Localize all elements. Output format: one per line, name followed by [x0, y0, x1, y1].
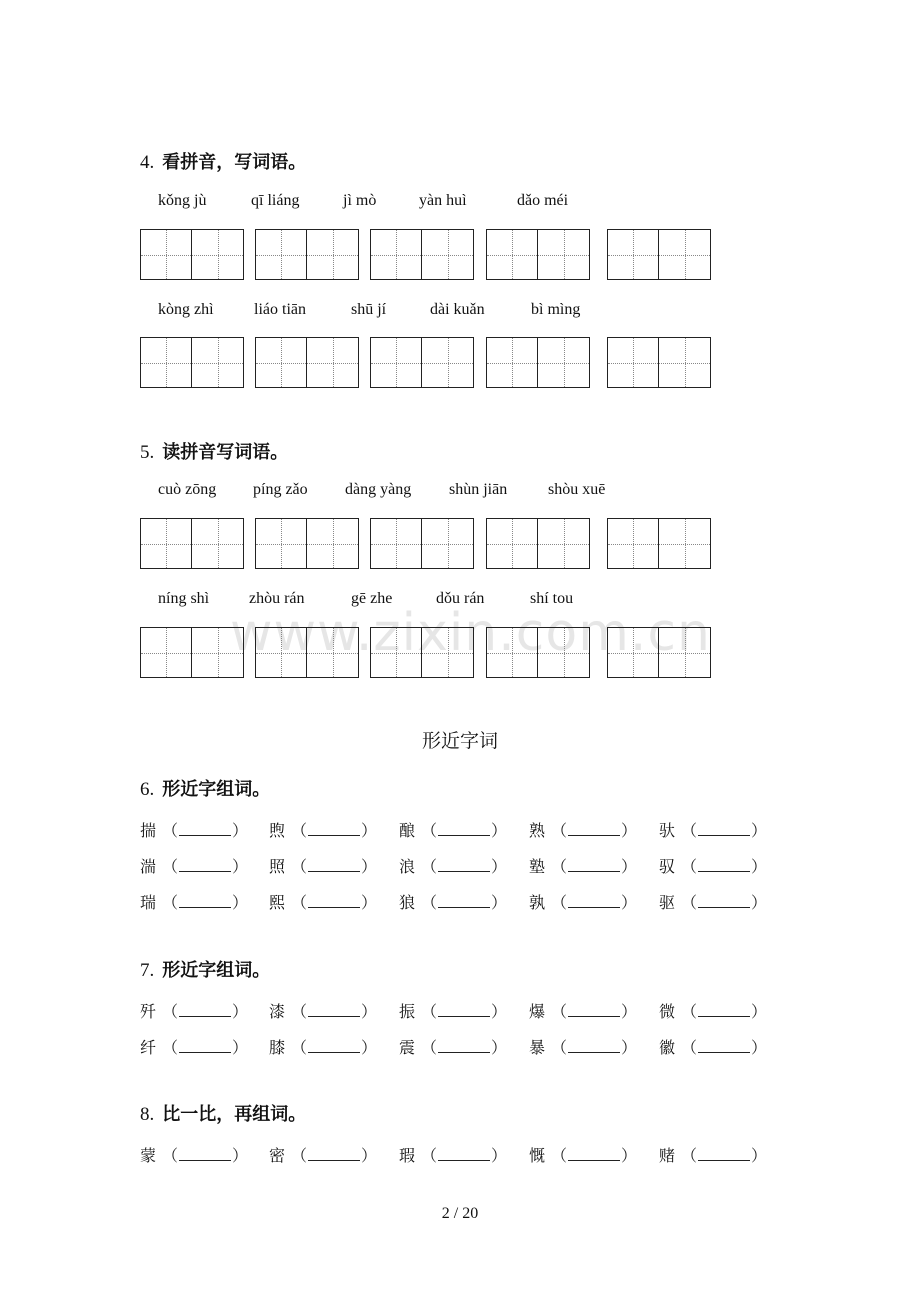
word-group-entry	[269, 1035, 377, 1058]
writing-cell[interactable]	[307, 230, 358, 279]
writing-cell[interactable]	[371, 338, 422, 387]
question-text: 读拼音写词语。	[162, 442, 289, 463]
writing-grid-box[interactable]	[255, 627, 359, 678]
character: 密	[269, 1146, 286, 1165]
close-paren: ）	[232, 1038, 249, 1057]
character: 酿	[399, 821, 416, 840]
writing-cell[interactable]	[538, 519, 589, 568]
close-paren: ）	[232, 1002, 249, 1021]
writing-cell[interactable]	[659, 519, 710, 568]
answer-blank[interactable]	[179, 1040, 231, 1053]
writing-cell[interactable]	[192, 519, 243, 568]
close-paren: ）	[232, 1146, 249, 1165]
writing-grid-box[interactable]	[140, 627, 244, 678]
answer-blank[interactable]	[568, 823, 620, 836]
close-paren: ）	[751, 893, 768, 912]
word-group-entry	[269, 999, 377, 1022]
open-paren: （	[291, 893, 308, 912]
pinyin-label: bì mìng	[531, 301, 581, 318]
character: 驮	[659, 821, 676, 840]
close-paren: ）	[491, 893, 508, 912]
writing-grid-box[interactable]	[140, 518, 244, 569]
writing-cell[interactable]	[371, 519, 422, 568]
writing-cell[interactable]	[422, 628, 473, 677]
question-text: 比一比，再组词。	[162, 1104, 307, 1125]
writing-cell[interactable]	[256, 338, 307, 387]
pinyin-label: jì mò	[343, 192, 377, 209]
open-paren: （	[162, 821, 179, 840]
open-paren: （	[162, 857, 179, 876]
word-group-entry	[269, 1143, 377, 1166]
word-group-entry	[659, 1143, 767, 1166]
close-paren: ）	[361, 1146, 378, 1165]
character: 纤	[140, 1038, 157, 1057]
writing-cell[interactable]	[608, 519, 659, 568]
writing-grid-box[interactable]	[607, 229, 711, 280]
pinyin-label: shùn jiān	[449, 481, 508, 498]
writing-cell[interactable]	[487, 338, 538, 387]
close-paren: ）	[491, 857, 508, 876]
answer-blank[interactable]	[308, 823, 360, 836]
pinyin-label: cuò zōng	[158, 481, 217, 498]
close-paren: ）	[361, 1038, 378, 1057]
character: 赌	[659, 1146, 676, 1165]
answer-blank[interactable]	[308, 859, 360, 872]
open-paren: （	[162, 893, 179, 912]
writing-cell[interactable]	[487, 519, 538, 568]
writing-cell[interactable]	[371, 230, 422, 279]
word-group-entry	[659, 999, 767, 1022]
open-paren: （	[421, 893, 438, 912]
writing-cell[interactable]	[659, 338, 710, 387]
writing-cell[interactable]	[538, 230, 589, 279]
word-group-entry	[399, 999, 507, 1022]
word-group-entry	[529, 1035, 637, 1058]
pinyin-label: dài kuǎn	[430, 301, 485, 318]
answer-blank[interactable]	[308, 1004, 360, 1017]
character: 揣	[140, 821, 157, 840]
open-paren: （	[421, 1038, 438, 1057]
writing-cell[interactable]	[371, 628, 422, 677]
answer-blank[interactable]	[568, 1148, 620, 1161]
word-group-entry	[140, 854, 248, 877]
writing-grid-box[interactable]	[486, 229, 590, 280]
open-paren: （	[162, 1038, 179, 1057]
answer-blank[interactable]	[698, 1040, 750, 1053]
answer-blank[interactable]	[698, 1148, 750, 1161]
writing-cell[interactable]	[307, 519, 358, 568]
open-paren: （	[291, 857, 308, 876]
writing-cell[interactable]	[192, 230, 243, 279]
writing-grid-box[interactable]	[140, 337, 244, 388]
word-group-entry	[659, 890, 767, 913]
question-text: 看拼音，写词语。	[162, 152, 307, 173]
writing-cell[interactable]	[608, 230, 659, 279]
answer-blank[interactable]	[179, 895, 231, 908]
question-5-title	[140, 438, 288, 464]
close-paren: ）	[621, 1038, 638, 1057]
writing-cell[interactable]	[307, 628, 358, 677]
character: 歼	[140, 1002, 157, 1021]
character: 漆	[269, 1002, 286, 1021]
close-paren: ）	[621, 1002, 638, 1021]
answer-blank[interactable]	[308, 895, 360, 908]
word-group-entry	[529, 1143, 637, 1166]
open-paren: （	[421, 821, 438, 840]
answer-blank[interactable]	[438, 1148, 490, 1161]
page-number: 2 / 20	[441, 1205, 479, 1222]
answer-blank[interactable]	[698, 895, 750, 908]
open-paren: （	[291, 1002, 308, 1021]
writing-cell[interactable]	[422, 230, 473, 279]
character: 狼	[399, 893, 416, 912]
character: 膝	[269, 1038, 286, 1057]
writing-cell[interactable]	[608, 338, 659, 387]
writing-grid-box[interactable]	[140, 229, 244, 280]
close-paren: ）	[621, 1146, 638, 1165]
word-group-entry	[140, 1143, 248, 1166]
word-group-entry	[529, 890, 637, 913]
question-6-title	[140, 775, 270, 801]
answer-blank[interactable]	[179, 823, 231, 836]
close-paren: ）	[491, 1146, 508, 1165]
writing-cell[interactable]	[192, 338, 243, 387]
pinyin-label: liáo tiān	[254, 301, 306, 318]
close-paren: ）	[232, 893, 249, 912]
writing-grid-box[interactable]	[607, 627, 711, 678]
writing-grid-box[interactable]	[255, 518, 359, 569]
word-group-entry	[269, 818, 377, 841]
answer-blank[interactable]	[698, 859, 750, 872]
answer-blank[interactable]	[568, 1040, 620, 1053]
answer-blank[interactable]	[438, 895, 490, 908]
writing-grid-box[interactable]	[255, 229, 359, 280]
close-paren: ）	[621, 857, 638, 876]
close-paren: ）	[361, 857, 378, 876]
character: 孰	[529, 893, 546, 912]
word-group-entry	[659, 1035, 767, 1058]
close-paren: ）	[361, 893, 378, 912]
pinyin-label: shū jí	[351, 301, 387, 318]
pinyin-label: dǒu rán	[436, 590, 485, 607]
pinyin-label: gē zhe	[351, 590, 393, 607]
question-text: 形近字组词。	[162, 960, 271, 981]
answer-blank[interactable]	[308, 1040, 360, 1053]
question-4-title	[140, 148, 306, 174]
open-paren: （	[681, 821, 698, 840]
close-paren: ）	[621, 821, 638, 840]
pinyin-label: qī liáng	[251, 192, 300, 209]
character: 微	[659, 1002, 676, 1021]
writing-grid-box[interactable]	[607, 337, 711, 388]
writing-grid-box[interactable]	[370, 229, 474, 280]
character: 暴	[529, 1038, 546, 1057]
question-number: 5.	[140, 442, 155, 463]
writing-cell[interactable]	[256, 628, 307, 677]
character: 熟	[529, 821, 546, 840]
word-group-entry	[269, 854, 377, 877]
word-group-entry	[140, 818, 248, 841]
open-paren: （	[681, 857, 698, 876]
character: 煦	[269, 821, 286, 840]
character: 振	[399, 1002, 416, 1021]
pinyin-label: níng shì	[158, 590, 210, 607]
word-group-entry	[140, 999, 248, 1022]
character: 照	[269, 857, 286, 876]
character: 蒙	[140, 1146, 157, 1165]
open-paren: （	[551, 857, 568, 876]
open-paren: （	[551, 1038, 568, 1057]
writing-cell[interactable]	[659, 230, 710, 279]
word-group-entry	[529, 854, 637, 877]
close-paren: ）	[361, 821, 378, 840]
question-number: 6.	[140, 779, 155, 800]
open-paren: （	[551, 1002, 568, 1021]
writing-cell[interactable]	[538, 628, 589, 677]
close-paren: ）	[751, 1038, 768, 1057]
writing-cell[interactable]	[422, 519, 473, 568]
character: 慨	[529, 1146, 546, 1165]
question-8-title	[140, 1100, 306, 1126]
pinyin-label: kǒng jù	[158, 192, 207, 209]
close-paren: ）	[751, 857, 768, 876]
close-paren: ）	[232, 821, 249, 840]
character: 驭	[659, 857, 676, 876]
open-paren: （	[551, 821, 568, 840]
writing-grid-box[interactable]	[370, 337, 474, 388]
open-paren: （	[681, 1002, 698, 1021]
close-paren: ）	[491, 1038, 508, 1057]
word-group-entry	[399, 818, 507, 841]
writing-grid-box[interactable]	[607, 518, 711, 569]
word-group-entry	[659, 854, 767, 877]
pinyin-label: kòng zhì	[158, 301, 214, 318]
character: 湍	[140, 857, 157, 876]
answer-blank[interactable]	[438, 823, 490, 836]
writing-grid-box[interactable]	[370, 518, 474, 569]
open-paren: （	[551, 893, 568, 912]
open-paren: （	[421, 857, 438, 876]
close-paren: ）	[361, 1002, 378, 1021]
answer-blank[interactable]	[438, 1004, 490, 1017]
open-paren: （	[162, 1002, 179, 1021]
word-group-entry	[269, 890, 377, 913]
open-paren: （	[421, 1146, 438, 1165]
character: 塾	[529, 857, 546, 876]
writing-grid-box[interactable]	[486, 518, 590, 569]
word-group-entry	[399, 1143, 507, 1166]
writing-cell[interactable]	[422, 338, 473, 387]
open-paren: （	[291, 1038, 308, 1057]
answer-blank[interactable]	[179, 859, 231, 872]
character: 熙	[269, 893, 286, 912]
character: 浪	[399, 857, 416, 876]
writing-cell[interactable]	[608, 628, 659, 677]
open-paren: （	[681, 1038, 698, 1057]
character: 徽	[659, 1038, 676, 1057]
writing-cell[interactable]	[487, 230, 538, 279]
word-group-entry	[399, 890, 507, 913]
answer-blank[interactable]	[438, 859, 490, 872]
word-group-entry	[399, 1035, 507, 1058]
open-paren: （	[681, 1146, 698, 1165]
writing-grid-box[interactable]	[370, 627, 474, 678]
answer-blank[interactable]	[698, 1004, 750, 1017]
pinyin-label: shí tou	[530, 590, 574, 607]
answer-blank[interactable]	[179, 1148, 231, 1161]
answer-blank[interactable]	[438, 1040, 490, 1053]
section-heading: 形近字词	[421, 730, 498, 752]
open-paren: （	[291, 1146, 308, 1165]
question-number: 8.	[140, 1104, 155, 1125]
pinyin-label: shòu xuē	[548, 481, 606, 498]
word-group-entry	[529, 999, 637, 1022]
writing-cell[interactable]	[256, 230, 307, 279]
open-paren: （	[681, 893, 698, 912]
writing-cell[interactable]	[192, 628, 243, 677]
character: 震	[399, 1038, 416, 1057]
character: 驱	[659, 893, 676, 912]
question-number: 4.	[140, 152, 155, 173]
question-number: 7.	[140, 960, 155, 981]
question-7-title	[140, 956, 270, 982]
word-group-entry	[399, 854, 507, 877]
open-paren: （	[162, 1146, 179, 1165]
answer-blank[interactable]	[568, 859, 620, 872]
writing-grid-box[interactable]	[255, 337, 359, 388]
answer-blank[interactable]	[308, 1148, 360, 1161]
writing-cell[interactable]	[659, 628, 710, 677]
open-paren: （	[551, 1146, 568, 1165]
close-paren: ）	[751, 821, 768, 840]
close-paren: ）	[751, 1002, 768, 1021]
answer-blank[interactable]	[568, 895, 620, 908]
writing-cell[interactable]	[538, 338, 589, 387]
writing-cell[interactable]	[141, 338, 192, 387]
answer-blank[interactable]	[698, 823, 750, 836]
watermark: www.zixin.com.cn	[230, 603, 711, 663]
writing-cell[interactable]	[141, 519, 192, 568]
close-paren: ）	[621, 893, 638, 912]
writing-cell[interactable]	[141, 628, 192, 677]
writing-grid-box[interactable]	[486, 627, 590, 678]
pinyin-label: yàn huì	[419, 192, 467, 209]
word-group-entry	[140, 890, 248, 913]
close-paren: ）	[491, 1002, 508, 1021]
open-paren: （	[291, 821, 308, 840]
writing-cell[interactable]	[256, 519, 307, 568]
writing-cell[interactable]	[307, 338, 358, 387]
close-paren: ）	[232, 857, 249, 876]
open-paren: （	[421, 1002, 438, 1021]
word-group-entry	[529, 818, 637, 841]
answer-blank[interactable]	[179, 1004, 231, 1017]
writing-grid-box[interactable]	[486, 337, 590, 388]
word-group-entry	[140, 1035, 248, 1058]
pinyin-label: zhòu rán	[249, 590, 305, 607]
close-paren: ）	[491, 821, 508, 840]
writing-cell[interactable]	[487, 628, 538, 677]
answer-blank[interactable]	[568, 1004, 620, 1017]
pinyin-label: píng zǎo	[253, 481, 308, 498]
question-text: 形近字组词。	[162, 779, 271, 800]
word-group-entry	[659, 818, 767, 841]
pinyin-label: dàng yàng	[345, 481, 412, 498]
close-paren: ）	[751, 1146, 768, 1165]
character: 瑞	[140, 893, 157, 912]
writing-cell[interactable]	[141, 230, 192, 279]
pinyin-label: dǎo méi	[517, 192, 569, 209]
character: 瑕	[399, 1146, 416, 1165]
character: 爆	[529, 1002, 546, 1021]
